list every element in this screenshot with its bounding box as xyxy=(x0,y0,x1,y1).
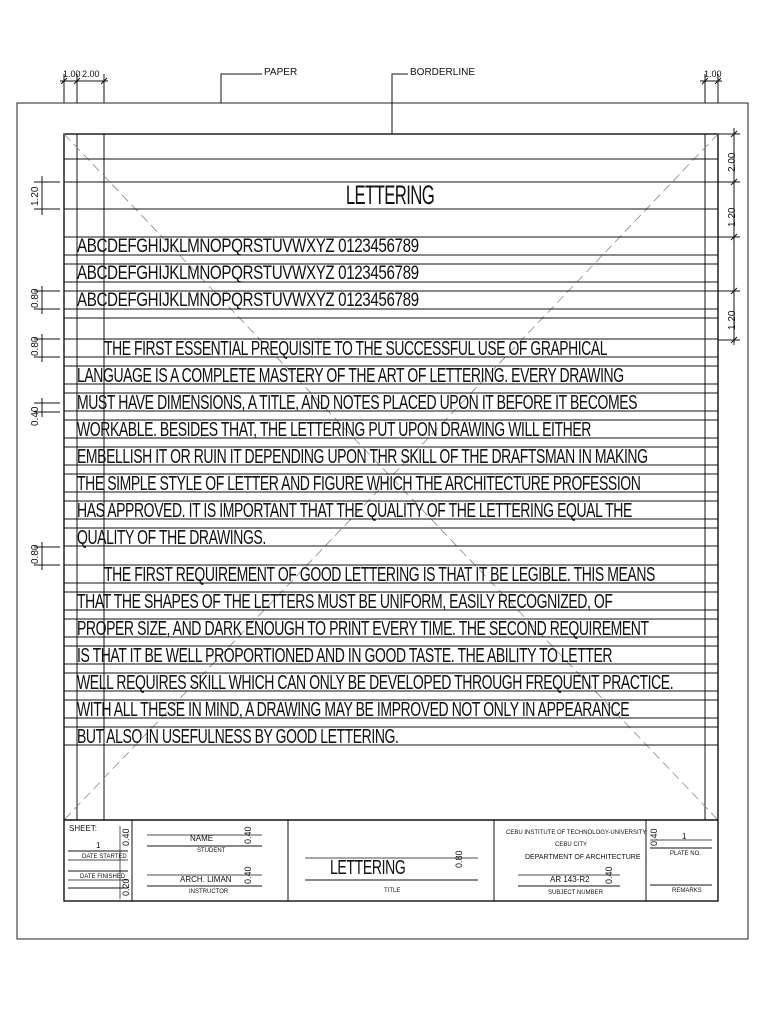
title-dim: 0.80 xyxy=(454,850,464,868)
date-started-label: DATE STARTED xyxy=(82,854,127,860)
dim-top-left-a: 1.00 xyxy=(63,69,81,79)
student-dim: 0.40 xyxy=(243,826,253,844)
school-name: CEBU INSTITUTE OF TECHNOLOGY-UNIVERSITY xyxy=(506,830,647,836)
instructor-dim: 0.40 xyxy=(243,866,253,884)
plate-label: PLATE NO. xyxy=(670,851,701,857)
paragraph-2-line-1: THE FIRST REQUIREMENT OF GOOD LETTERING IS THAT IT BE LEGIBLE. THIS MEANS xyxy=(104,564,655,586)
page-title: LETTERING xyxy=(345,180,435,210)
plate-dim: 0.40 xyxy=(649,828,659,846)
paragraph-1-line-4: WORKABLE. BESIDES THAT, THE LETTERING PUT UPON DRAWING WILL EITHER xyxy=(77,419,591,441)
sheet-label: SHEET: xyxy=(69,824,98,833)
sheet-dim-a: 0.40 xyxy=(121,828,131,846)
title-label: TITLE xyxy=(384,888,401,894)
paragraph-2-line-2: THAT THE SHAPES OF THE LETTERS MUST BE UNIFORM, EASILY RECOGNIZED, OF xyxy=(77,591,613,613)
paragraph-2-line-3: PROPER SIZE, AND DARK ENOUGH TO PRINT EVERY TIME. THE SECOND REQUIREMENT xyxy=(77,618,649,640)
paper-annotation: PAPER xyxy=(264,67,298,78)
paragraph-1-line-2: LANGUAGE IS A COMPLETE MASTERY OF THE ART OF LETTERING. EVERY DRAWING xyxy=(77,365,624,387)
dim-top-left-b: 2.00 xyxy=(82,69,100,79)
dim-right-c: 1.20 xyxy=(727,310,738,330)
paragraph-1-line-3: MUST HAVE DIMENSIONS, A TITLE, AND NOTES PLACED UPON IT BEFORE IT BECOMES xyxy=(77,392,638,414)
paragraph-1-line-8: QUALITY OF THE DRAWINGS. xyxy=(77,527,266,549)
paragraph-1-line-7: HAS APPROVED. IT IS IMPORTANT THAT THE QUALITY OF THE LETTERING EQUAL THE xyxy=(77,500,632,522)
paragraph-2-line-4: IS THAT IT BE WELL PROPORTIONED AND IN GOOD TASTE. THE ABILITY TO LETTER xyxy=(77,645,613,667)
paragraph-2-line-7: BUT ALSO IN USEFULNESS BY GOOD LETTERING. xyxy=(77,726,399,748)
sheet-value: 1 xyxy=(96,841,101,850)
sheet-dim-d: 0.20 xyxy=(121,878,131,896)
dim-right-a: 2.00 xyxy=(727,152,738,172)
dim-left-e: 0.80 xyxy=(30,544,41,564)
dim-left-b: 0.80 xyxy=(30,288,41,308)
dim-left-d: 0.40 xyxy=(30,406,41,426)
student-label: STUDENT xyxy=(197,848,226,854)
paragraph-1-line-1: THE FIRST ESSENTIAL PREQUISITE TO THE SUCCESSFUL USE OF GRAPHICAL xyxy=(104,338,608,360)
paragraph-1-line-5: EMBELLISH IT OR RUIN IT DEPENDING UPON THR SKILL OF THE DRAFTSMAN IN MAKING xyxy=(77,446,648,468)
paragraph-2-line-6: WITH ALL THESE IN MIND, A DRAWING MAY BE IMPROVED NOT ONLY IN APPEARANCE xyxy=(77,699,630,721)
instructor-label: INSTRUCTOR xyxy=(189,889,229,895)
subject-label: SUBJECT NUMBER xyxy=(548,890,603,896)
instructor-name: ARCH. LIMAN xyxy=(180,875,232,884)
plate-value: 1 xyxy=(682,832,687,841)
paragraph-2-line-5: WELL REQUIRES SKILL WHICH CAN ONLY BE DEVELOPED THROUGH FREQUENT PRACTICE. xyxy=(77,672,674,694)
paragraph-1-line-6: THE SIMPLE STYLE OF LETTER AND FIGURE WHICH THE ARCHITECTURE PROFESSION xyxy=(77,473,641,495)
drawing-title: LETTERING xyxy=(330,857,406,879)
alphabet-row-2: ABCDEFGHIJKLMNOPQRSTUVWXYZ 0123456789 xyxy=(77,263,419,284)
date-finished-label: DATE FINISHED xyxy=(80,874,126,880)
dim-top-right: 1.00 xyxy=(704,69,722,79)
student-name: NAME xyxy=(190,834,214,843)
school-city: CEBU CITY xyxy=(555,842,588,848)
dim-left-a: 1.20 xyxy=(30,186,41,206)
department-name: DEPARTMENT OF ARCHITECTURE xyxy=(525,854,641,861)
subject-number: AR 143-R2 xyxy=(550,875,590,884)
dim-left-c: 0.80 xyxy=(30,336,41,356)
alphabet-row-3: ABCDEFGHIJKLMNOPQRSTUVWXYZ 0123456789 xyxy=(77,290,419,311)
dim-right-b: 1.20 xyxy=(727,207,738,227)
subject-dim: 0.40 xyxy=(604,866,614,884)
borderline-annotation: BORDERLINE xyxy=(410,67,476,78)
alphabet-row-1: ABCDEFGHIJKLMNOPQRSTUVWXYZ 0123456789 xyxy=(77,236,419,257)
remarks-label: REMARKS xyxy=(672,888,702,894)
